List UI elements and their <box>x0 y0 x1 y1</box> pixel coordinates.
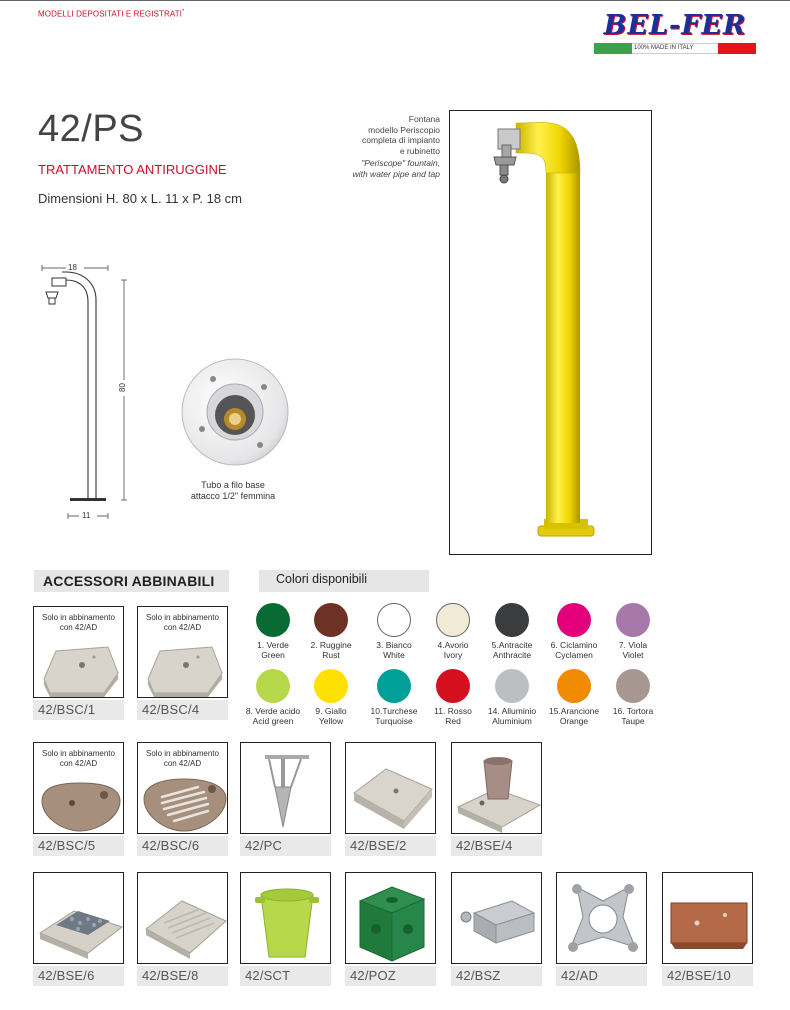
accessory-code: 42/SCT <box>240 966 331 986</box>
treatment-label: TRATTAMENTO ANTIRUGGINE <box>38 162 227 177</box>
color-label: 7. Viola Violet <box>618 640 648 660</box>
color-swatch <box>616 669 650 703</box>
accessory-item <box>240 872 331 986</box>
color-label: 16. Tortora Taupe <box>612 706 654 726</box>
accessory-image <box>662 872 753 964</box>
color-label: 10.Turchese Turquoise <box>370 706 418 726</box>
color-label: 2. Ruggine Rust <box>310 640 352 660</box>
product-photo <box>449 110 652 555</box>
accessory-note: Solo in abbinamento con 42/AD <box>42 613 115 632</box>
steel-bracket-icon <box>452 873 542 964</box>
accessory-item <box>33 742 124 856</box>
color-swatch <box>377 603 411 637</box>
accessory-image <box>137 872 228 964</box>
accessory-item <box>33 872 124 986</box>
color-label: 6. Ciclamino Cyclamen <box>550 640 598 660</box>
dimensions-text: Dimensioni H. 80 x L. 11 x P. 18 cm <box>38 191 243 206</box>
base-plate-icon <box>180 357 290 467</box>
color-swatch <box>256 603 290 637</box>
green-bucket-icon <box>241 873 331 964</box>
adapter-plate-icon <box>557 873 647 964</box>
color-label: 14. Alluminio Aluminium <box>487 706 537 726</box>
accessory-code: 42/BSE/8 <box>137 966 228 986</box>
copper-tray-icon <box>663 873 753 964</box>
accessory-code: 42/BSE/4 <box>451 836 542 856</box>
striped-base-icon <box>138 873 228 964</box>
color-label: 4.Avorio Ivory <box>437 640 469 660</box>
base-with-pot-icon <box>452 743 542 834</box>
accessory-code: 42/BSE/6 <box>33 966 124 986</box>
color-swatch <box>495 669 529 703</box>
accessory-item <box>345 872 436 986</box>
accessory-item <box>137 606 228 720</box>
accessory-code: 42/BSE/10 <box>662 966 753 986</box>
accessory-image <box>240 742 331 834</box>
flat-stone-base-icon <box>346 743 436 834</box>
accessory-code: 42/PC <box>240 836 331 856</box>
accessory-image <box>240 872 331 964</box>
base-fitting-image <box>180 357 290 467</box>
accessory-item <box>33 606 124 720</box>
accessory-item <box>451 872 542 986</box>
base-caption: Tubo a filo base attacco 1/2" femmina <box>190 480 276 501</box>
accessory-item <box>662 872 753 986</box>
accessory-item <box>240 742 331 856</box>
green-well-box-icon <box>346 873 436 964</box>
accessory-code: 42/BSE/2 <box>345 836 436 856</box>
ground-spike-icon <box>241 743 331 834</box>
color-label: 11. Rosso Red <box>434 706 472 726</box>
accessory-image <box>33 742 124 834</box>
color-swatch <box>436 603 470 637</box>
color-label: 8. Verde acido Acid green <box>245 706 301 726</box>
accessory-item <box>556 872 647 986</box>
accessory-code: 42/POZ <box>345 966 436 986</box>
accessory-note: Solo in abbinamento con 42/AD <box>146 749 219 768</box>
accessory-code: 42/BSC/1 <box>33 700 124 720</box>
accessory-image <box>33 606 124 698</box>
top-rule <box>0 0 790 1</box>
accessory-code: 42/BSC/4 <box>137 700 228 720</box>
accessory-image <box>137 606 228 698</box>
color-swatch <box>557 669 591 703</box>
color-label: 5.Antracite Anthracite <box>491 640 533 660</box>
accessory-image <box>451 742 542 834</box>
accessory-image <box>345 742 436 834</box>
registered-models-note: MODELLI DEPOSITATI E REGISTRATI* <box>38 9 185 19</box>
accessory-code: 42/BSC/5 <box>33 836 124 856</box>
italy-flag-bar: 100% MADE IN ITALY <box>594 43 756 54</box>
color-swatch <box>436 669 470 703</box>
color-swatch <box>314 669 348 703</box>
accessory-note: Solo in abbinamento con 42/AD <box>146 613 219 632</box>
product-description: Fontana modello Periscopio completa di impianto e rubinetto "Periscope" fountain, with water pipe and tap <box>352 114 440 179</box>
color-swatch <box>377 669 411 703</box>
technical-drawing <box>38 262 148 524</box>
brand-logo <box>594 10 756 58</box>
height-label: 80 <box>117 383 127 392</box>
width-top-label: 18 <box>68 263 77 272</box>
color-swatch <box>314 603 348 637</box>
color-label: 1. Verde Green <box>257 640 289 660</box>
colors-title: Colori disponibili <box>259 570 429 592</box>
color-label: 3. Bianco White <box>376 640 412 660</box>
accessory-image <box>345 872 436 964</box>
accessory-code: 42/BSZ <box>451 966 542 986</box>
yellow-fountain-icon <box>450 111 651 554</box>
accessory-code: 42/BSC/6 <box>137 836 228 856</box>
color-swatch <box>256 669 290 703</box>
accessory-code: 42/AD <box>556 966 647 986</box>
base-with-pebbles-icon <box>34 873 124 964</box>
color-label: 15.Arancione Orange <box>548 706 600 726</box>
accessory-image <box>137 742 228 834</box>
accessory-note: Solo in abbinamento con 42/AD <box>42 749 115 768</box>
color-swatch <box>495 603 529 637</box>
accessory-image <box>556 872 647 964</box>
color-swatch <box>557 603 591 637</box>
accessory-image <box>33 872 124 964</box>
accessories-title: ACCESSORI ABBINABILI <box>34 570 229 592</box>
accessory-item <box>451 742 542 856</box>
accessory-item <box>137 742 228 856</box>
accessory-image <box>451 872 542 964</box>
product-code: 42/PS <box>38 108 145 150</box>
accessory-item <box>345 742 436 856</box>
logo-wordmark: BEL-FER <box>603 10 747 41</box>
width-bottom-label: 11 <box>82 511 91 520</box>
accessory-item <box>137 872 228 986</box>
color-swatch <box>616 603 650 637</box>
color-label: 9. Giallo Yellow <box>315 706 347 726</box>
